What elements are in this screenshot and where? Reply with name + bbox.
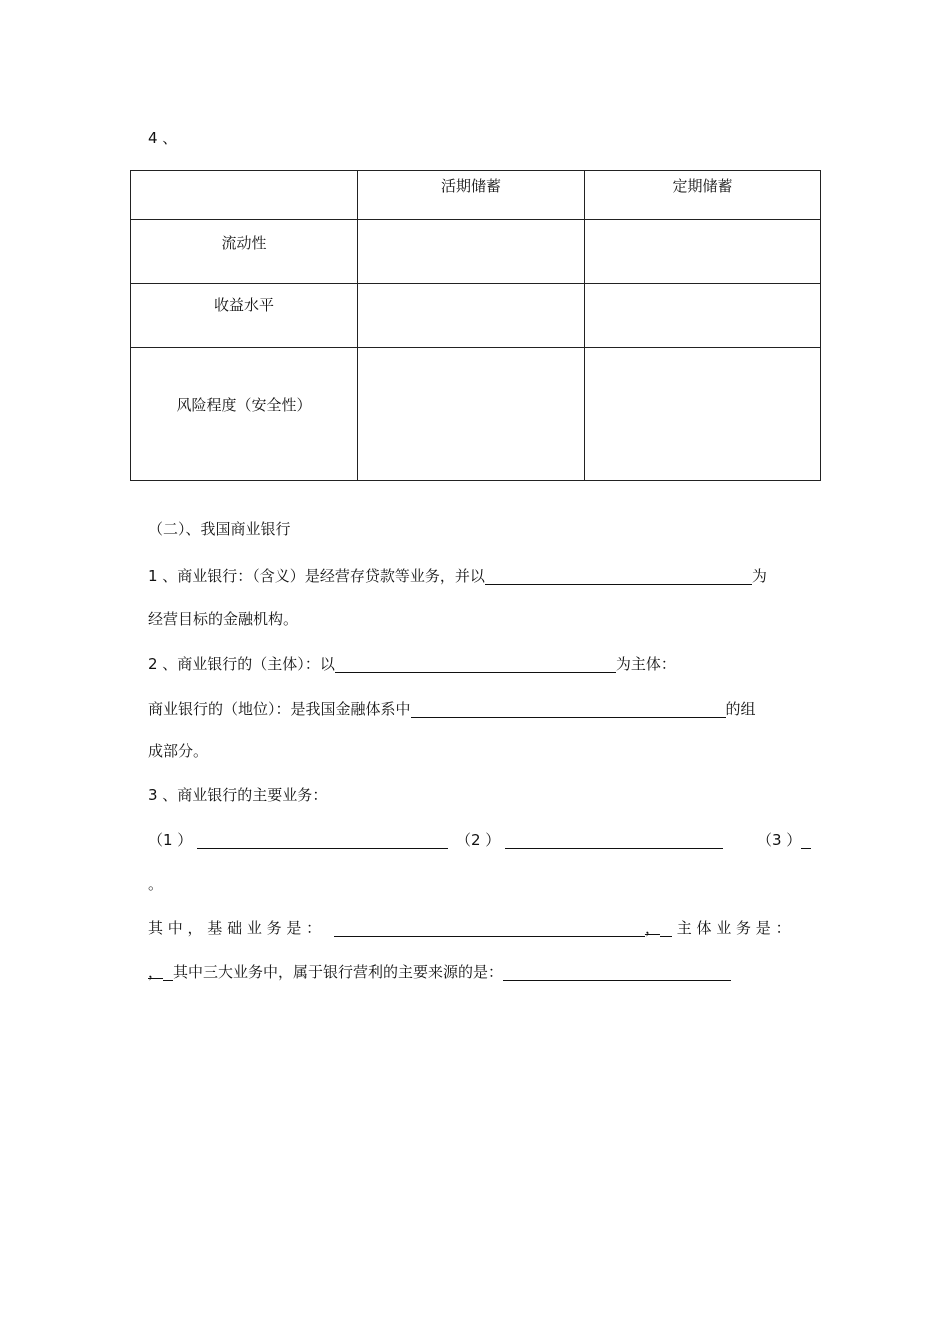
subsection-title: （二）、我国商业银行 (148, 520, 291, 538)
question-3-item-3 (757, 831, 811, 849)
question-2b-continuation: 成部分。 (148, 742, 209, 760)
table-cell[interactable] (358, 220, 585, 284)
question-1-text: 1 、商业银行：（含义）是经营存贷款等业务，并以 (148, 567, 485, 585)
item-3-label: （3 ） (757, 831, 802, 849)
blank-field[interactable] (335, 656, 616, 673)
question-3-period: 。 (148, 875, 164, 893)
question-2-tail: 为主体： (615, 655, 676, 673)
blank-field[interactable] (197, 832, 448, 849)
blank-field[interactable] (503, 964, 731, 981)
table-row (131, 220, 821, 284)
question-2b-line (148, 700, 756, 718)
row-label: 收益水平 (131, 284, 358, 348)
blank-field[interactable] (801, 832, 811, 849)
item-1-label: （1 ） (148, 831, 193, 849)
question-3-title: 3 、商业银行的主要业务： (148, 786, 328, 804)
main-business-text: 主 体 业 务 是 ： (676, 919, 791, 937)
table-row (131, 348, 821, 481)
question-1-tail: 为 (751, 567, 767, 585)
question-1-line (148, 567, 767, 585)
question-2b-tail: 的组 (725, 700, 756, 718)
table-cell[interactable] (585, 284, 821, 348)
profit-source-text: 其中三大业务中，属于银行营利的主要来源的是： (173, 963, 504, 981)
table-header-cell: 定期储蓄 (585, 171, 821, 220)
comma: ， (644, 919, 660, 937)
section-number: 4 、 (148, 129, 178, 147)
basic-business-text: 其 中 ， 基 础 业 务 是 ： (148, 919, 322, 937)
question-3-item-2 (456, 831, 723, 849)
table-cell[interactable] (358, 348, 585, 481)
blank-field[interactable] (411, 701, 726, 718)
blank-field[interactable] (485, 568, 752, 585)
blank-field[interactable] (163, 964, 173, 981)
blank-field[interactable] (334, 920, 645, 937)
question-4-line-2 (148, 963, 731, 981)
savings-comparison-table (130, 170, 821, 481)
blank-field[interactable] (660, 920, 672, 937)
table-cell[interactable] (358, 284, 585, 348)
row-label: 流动性 (131, 220, 358, 284)
table-cell[interactable] (585, 348, 821, 481)
question-2-line (148, 655, 676, 673)
table-header-cell (131, 171, 358, 220)
item-2-label: （2 ） (456, 831, 501, 849)
table-row (131, 284, 821, 348)
question-2b-text: 商业银行的（地位）：是我国金融体系中 (148, 700, 411, 718)
question-1-continuation: 经营目标的金融机构。 (148, 610, 299, 628)
table-header-row (131, 171, 821, 220)
row-label: 风险程度（安全性） (131, 348, 358, 481)
table-header-cell: 活期储蓄 (358, 171, 585, 220)
question-2-text: 2 、商业银行的（主体）：以 (148, 655, 335, 673)
question-4-line-1 (148, 919, 791, 937)
blank-field[interactable] (505, 832, 723, 849)
comma: ， (148, 963, 164, 981)
table-cell[interactable] (585, 220, 821, 284)
question-3-item-1 (148, 831, 448, 849)
